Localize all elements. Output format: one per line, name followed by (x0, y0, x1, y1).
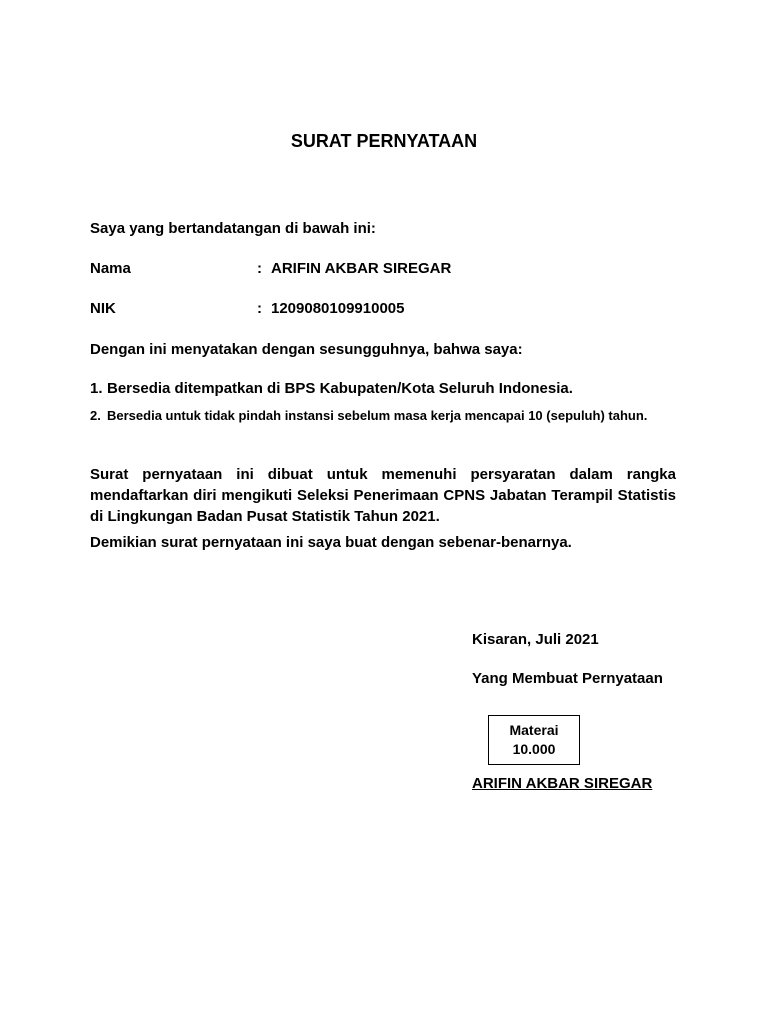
field-label-nik: NIK (90, 300, 116, 317)
place-date: Kisaran, Juli 2021 (472, 631, 599, 648)
statement-intro: Dengan ini menyatakan dengan sesungguhnya, bahwa saya: (90, 341, 523, 358)
list-item-number-1: 1. (90, 380, 103, 397)
intro-text: Saya yang bertandatangan di bawah ini: (90, 220, 376, 237)
list-item-text-2: Bersedia untuk tidak pindah instansi sebelum masa kerja mencapai 10 (sepuluh) tahun. (107, 408, 648, 423)
field-label-nama: Nama (90, 260, 131, 277)
purpose-paragraph: Surat pernyataan ini dibuat untuk memenuhi persyaratan dalam rangka mendaftarkan diri mengikuti Seleksi Penerimaan CPNS Jabatan Terampil Statistis di Lingkungan Badan Pusat Statistik Tahun 2021. (90, 466, 676, 525)
list-item-number-2: 2. (90, 408, 101, 423)
field-separator-nik: : (257, 300, 262, 317)
signer-name: ARIFIN AKBAR SIREGAR (472, 775, 653, 792)
stamp-label: Materai (509, 722, 559, 738)
field-value-nama: ARIFIN AKBAR SIREGAR (271, 260, 452, 277)
list-item-text-1: Bersedia ditempatkan di BPS Kabupaten/Kota Seluruh Indonesia. (107, 380, 573, 397)
stamp-value: 10.000 (512, 741, 556, 757)
signer-role: Yang Membuat Pernyataan (472, 670, 663, 687)
document-title: SURAT PERNYATAAN (290, 131, 478, 151)
stamp-box (488, 715, 580, 765)
closing-statement: Demikian surat pernyataan ini saya buat dengan sebenar-benarnya. (90, 534, 572, 551)
field-value-nik: 1209080109910005 (271, 300, 405, 317)
field-separator-nama: : (257, 260, 262, 277)
